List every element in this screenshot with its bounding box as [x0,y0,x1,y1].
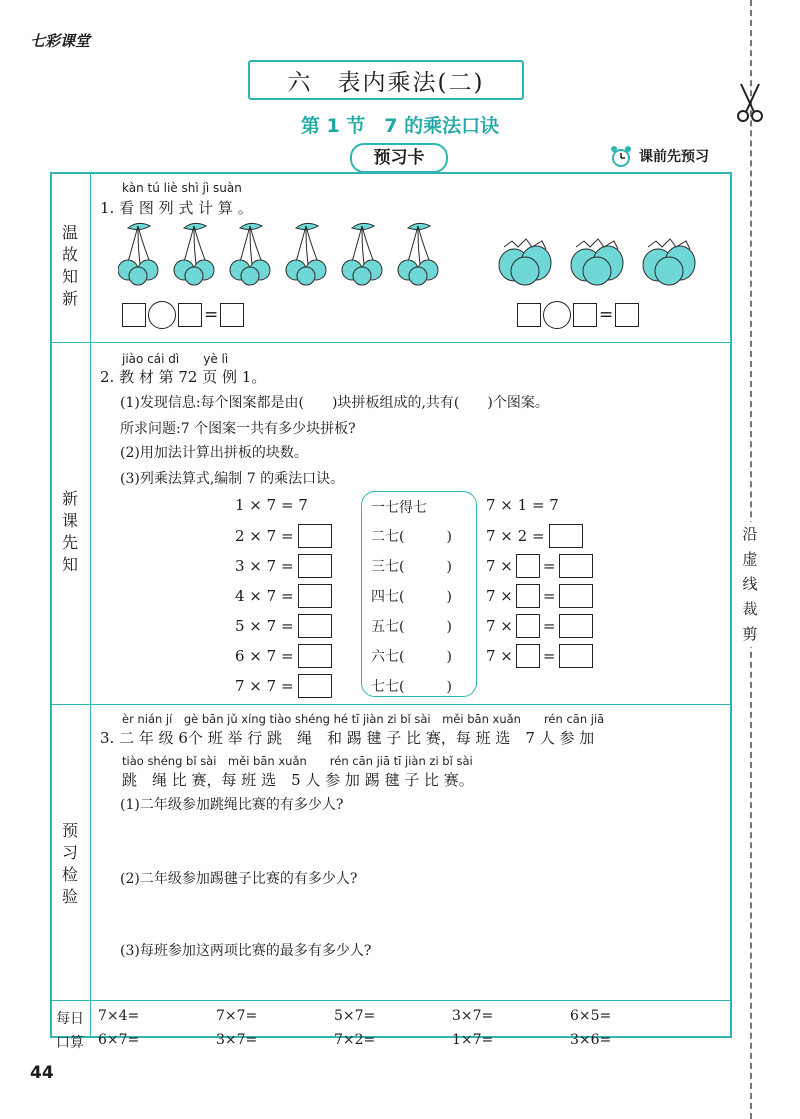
answer-box[interactable] [298,584,332,608]
mult-row: 3 × 7 = [235,554,332,578]
mult-row: 7 × 7 = [235,674,332,698]
row-label-review: 温 故 知 新 [61,223,78,308]
answer-box[interactable] [615,303,639,327]
oral-item[interactable]: 7×4= [98,1008,140,1024]
row-divider [50,704,732,705]
mult-row: 7 × = [486,644,593,668]
q3-line1: 3. 二 年 级 6个 班 举 行 跳 绳 和 踢 毽 子 比 赛，每 班 选 7 人 参 加 [100,729,595,747]
answer-box[interactable] [220,303,244,327]
mult-row: 6 × 7 = [235,644,332,668]
q1-text: 1. 看 图 列 式 计 算 。 [100,199,253,217]
strawberry-icon-group [498,233,718,288]
q2-sub2: (2)用加法计算出拼板的块数。 [120,445,308,461]
q2-sub1: (1)发现信息:每个图案都是由( )块拼板组成的,共有( )个图案。 [120,395,549,411]
answer-box[interactable] [559,614,593,638]
q1-equation-left: = [122,301,244,329]
oral-item[interactable]: 6×5= [570,1008,612,1024]
answer-box[interactable] [178,303,202,327]
answer-box[interactable] [516,554,540,578]
q2-text: 2. 教 材 第 72 页 例 1。 [100,368,267,386]
chapter-title: 六 表内乘法(二) [287,69,485,96]
row-divider [50,1000,732,1001]
answer-box[interactable] [298,554,332,578]
rhyme-line[interactable]: 四七( ) [371,589,452,605]
answer-box[interactable] [559,644,593,668]
preview-label: 课前先预习 [608,143,709,169]
answer-box[interactable] [559,584,593,608]
row-label-check: 预 习 检 验 [61,821,78,906]
oral-item[interactable]: 1×7= [452,1032,494,1048]
page-number: 44 [30,1063,54,1083]
oral-item[interactable]: 7×2= [334,1032,376,1048]
row-divider [50,342,732,343]
answer-box[interactable] [573,303,597,327]
mult-row: 1 × 7 = 7 [235,496,308,514]
card-title: 预习卡 [350,143,448,173]
mult-row: 7 × 2 = [486,524,583,548]
q3-line2: 跳 绳 比 赛，每 班 选 5 人 参 加 踢 毽 子 比 赛。 [122,771,474,789]
answer-box[interactable] [516,644,540,668]
oral-item[interactable]: 5×7= [334,1008,376,1024]
rhyme-line[interactable]: 六七( ) [371,649,452,665]
rhyme-line: 一七得七 [371,500,427,516]
answer-box[interactable] [517,303,541,327]
label-column-divider [90,172,91,1038]
section-title: 第 1 节 7 的乘法口诀 [300,115,500,137]
mult-row: 7 × = [486,584,593,608]
answer-box[interactable] [516,584,540,608]
mult-row: 7 × 1 = 7 [486,496,559,514]
q3-sub2: (2)二年级参加踢毽子比赛的有多少人? [120,871,358,887]
rhyme-line[interactable]: 三七( ) [371,559,452,575]
mult-row: 5 × 7 = [235,614,332,638]
rhyme-line[interactable]: 五七( ) [371,619,452,635]
answer-box[interactable] [122,303,146,327]
answer-box[interactable] [516,614,540,638]
answer-box[interactable] [298,614,332,638]
oral-item[interactable]: 3×7= [452,1008,494,1024]
row-label-oral: 每日 口算 [56,1011,84,1051]
answer-box[interactable] [298,674,332,698]
row-label-newlesson: 新 课 先 知 [61,489,78,574]
q2-sub1b: 所求问题:7 个图案一共有多少块拼板? [120,421,356,437]
operator-circle[interactable] [543,301,571,329]
alarm-clock-icon [608,144,634,168]
cut-instruction: 沿 虚 线 裁 剪 [735,522,765,647]
oral-item[interactable]: 3×6= [570,1032,612,1048]
operator-circle[interactable] [148,301,176,329]
rhyme-line[interactable]: 七七( ) [371,679,452,695]
oral-item[interactable]: 6×7= [98,1032,140,1048]
answer-box[interactable] [549,524,583,548]
answer-box[interactable] [298,644,332,668]
oral-item[interactable]: 7×7= [216,1008,258,1024]
q3-sub3: (3)每班参加这两项比赛的最多有多少人? [120,943,372,959]
mult-row: 7 × = [486,554,593,578]
q3-pinyin1: èr nián jí gè bān jǔ xíng tiào shéng hé tī jiàn zi bǐ sài měi bān xuǎn rén cān jiā [122,712,605,726]
mult-row: 7 × = [486,614,593,638]
q3-pinyin2: tiào shéng bǐ sài měi bān xuǎn rén cān jiā tī jiàn zi bǐ sài [122,754,473,768]
cherry-icon-group [118,218,458,288]
q3-sub1: (1)二年级参加跳绳比赛的有多少人? [120,797,344,813]
brand-logo: 七彩课堂 [30,32,91,50]
q1-pinyin: kàn tú liè shì jì suàn [122,181,242,195]
mult-row: 2 × 7 = [235,524,332,548]
rhyme-line[interactable]: 二七( ) [371,529,452,545]
chapter-title-box [248,60,524,100]
q1-equation-right: = [517,301,639,329]
answer-box[interactable] [298,524,332,548]
answer-box[interactable] [559,554,593,578]
q2-sub3: (3)列乘法算式,编制 7 的乘法口诀。 [120,471,345,487]
q2-pinyin: jiào cái dì yè lì [122,352,229,366]
oral-item[interactable]: 3×7= [216,1032,258,1048]
mult-row: 4 × 7 = [235,584,332,608]
